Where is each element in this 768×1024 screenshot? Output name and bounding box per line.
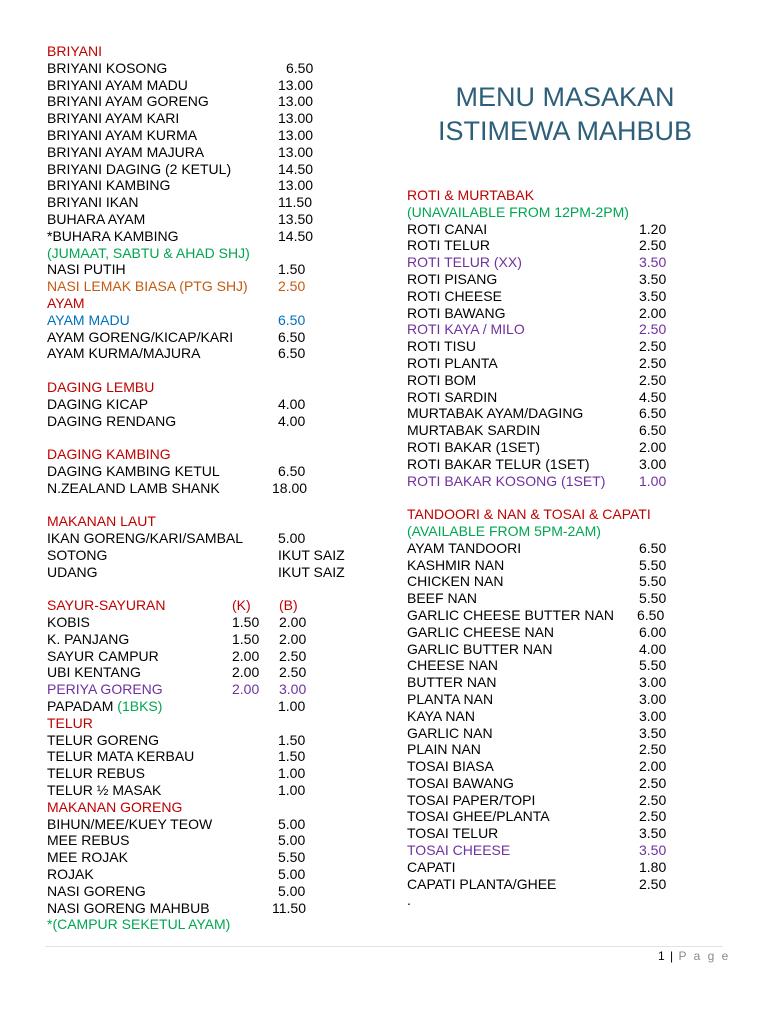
menu-item xyxy=(407,221,707,238)
menu-item xyxy=(47,765,377,782)
spacer xyxy=(47,429,377,446)
section-heading xyxy=(47,446,377,463)
item-price: 3.50 xyxy=(639,270,667,287)
price-small: (K) xyxy=(232,597,251,614)
price-small: 1.50 xyxy=(232,614,260,631)
item-name: ROTI BAKAR TELUR (1SET) xyxy=(407,455,590,472)
menu-item xyxy=(407,775,707,792)
item-name: NASI LEMAK BIASA (PTG SHJ) xyxy=(47,278,248,295)
item-name: BRIYANI AYAM MADU xyxy=(47,76,188,93)
section-heading-text: (AVAILABLE FROM 5PM-2AM) xyxy=(407,522,601,539)
menu-item xyxy=(407,758,707,775)
item-price: 6.50 xyxy=(278,311,306,328)
menu-item xyxy=(47,614,377,631)
menu-item xyxy=(47,110,377,127)
menu-item xyxy=(407,473,707,490)
item-price: 6.50 xyxy=(637,606,665,623)
item-name: ROTI PISANG xyxy=(407,270,498,287)
item-price: 5.00 xyxy=(278,882,306,899)
item-price: 5.00 xyxy=(278,815,306,832)
section-heading xyxy=(407,523,707,540)
spacer xyxy=(47,497,377,514)
item-price: 13.00 xyxy=(278,177,314,194)
item-price: 2.50 xyxy=(639,741,667,758)
item-price: 4.00 xyxy=(278,395,306,412)
menu-item xyxy=(47,77,377,94)
price-small: 2.00 xyxy=(232,647,260,664)
item-price: 3.50 xyxy=(639,254,667,271)
spacer xyxy=(47,581,377,598)
item-name: ROTI BAKAR (1SET) xyxy=(407,438,541,455)
item-price: 6.50 xyxy=(278,328,306,345)
item-name: DAGING KICAP xyxy=(47,395,149,412)
item-name: KASHMIR NAN xyxy=(407,556,505,573)
menu-item xyxy=(47,681,377,698)
menu-item xyxy=(407,641,707,658)
menu-item xyxy=(407,808,707,825)
item-price: 13.00 xyxy=(278,93,314,110)
menu-item xyxy=(407,422,707,439)
menu-item xyxy=(407,439,707,456)
item-name: TOSAI CHEESE xyxy=(407,842,511,859)
item-price: 3.00 xyxy=(639,674,667,691)
item-price: 2.50 xyxy=(639,875,667,892)
menu-item xyxy=(47,816,377,833)
menu-item xyxy=(407,254,707,271)
spacer xyxy=(407,489,707,506)
item-name: BIHUN/MEE/KUEY TEOW xyxy=(47,815,213,832)
item-name: DAGING RENDANG xyxy=(47,412,177,429)
menu-item xyxy=(47,261,377,278)
item-name: PLAIN NAN xyxy=(407,741,481,758)
menu-item xyxy=(407,892,707,909)
item-price: 2.00 xyxy=(639,758,667,775)
section-heading-text: MAKANAN LAUT xyxy=(47,513,156,530)
item-price: 2.50 xyxy=(639,354,667,371)
item-name: ROTI BAWANG xyxy=(407,304,506,321)
item-price: 3.50 xyxy=(639,724,667,741)
item-name: IKAN GORENG/KARI/SAMBAL xyxy=(47,530,244,547)
section-heading-text: AYAM xyxy=(47,294,85,311)
item-price: 1.50 xyxy=(278,731,306,748)
menu-item xyxy=(47,664,377,681)
item-name: ROTI BAKAR KOSONG (1SET) xyxy=(407,472,606,489)
section-heading xyxy=(47,43,377,60)
menu-item xyxy=(47,127,377,144)
item-price: 11.50 xyxy=(278,194,312,211)
item-name: TOSAI PAPER/TOPI xyxy=(407,791,536,808)
menu-item xyxy=(407,859,707,876)
menu-item xyxy=(407,288,707,305)
section-heading-text: DAGING LEMBU xyxy=(47,378,155,395)
left-menu-column xyxy=(47,43,377,933)
item-name: ROTI KAYA / MILO xyxy=(407,321,525,338)
menu-item xyxy=(407,456,707,473)
item-price: 5.50 xyxy=(639,573,667,590)
menu-item xyxy=(47,547,377,564)
menu-item xyxy=(47,345,377,362)
item-name: MEE ROJAK xyxy=(47,849,128,866)
item-name: CAPATI PLANTA/GHEE xyxy=(407,875,557,892)
item-price: 13.00 xyxy=(278,76,314,93)
spacer xyxy=(47,362,377,379)
menu-item xyxy=(47,564,377,581)
menu-item xyxy=(47,900,377,917)
item-price: 6.50 xyxy=(639,422,667,439)
item-price: 2.50 xyxy=(639,321,667,338)
item-name: KAYA NAN xyxy=(407,707,475,724)
item-name: GARLIC BUTTER NAN xyxy=(407,640,553,657)
section-heading xyxy=(47,379,377,396)
section-heading-text: (JUMAAT, SABTU & AHAD SHJ) xyxy=(47,244,250,261)
menu-item xyxy=(407,741,707,758)
item-price: 5.50 xyxy=(639,657,667,674)
menu-item xyxy=(407,590,707,607)
price-large: 3.00 xyxy=(279,681,307,698)
section-heading-text: (UNAVAILABLE FROM 12PM-2PM) xyxy=(407,203,629,220)
menu-item xyxy=(407,792,707,809)
menu-item xyxy=(47,144,377,161)
item-price: 6.50 xyxy=(278,462,306,479)
item-name: *BUHARA KAMBING xyxy=(47,227,179,244)
item-price: 1.00 xyxy=(278,782,306,799)
item-name: TOSAI BAWANG xyxy=(407,774,514,791)
menu-item xyxy=(47,597,377,614)
item-name: GARLIC CHEESE NAN xyxy=(407,623,555,640)
menu-title-line1: MENU MASAKAN xyxy=(455,82,675,112)
menu-item xyxy=(47,631,377,648)
item-name: ROTI TELUR (XX) xyxy=(407,254,522,271)
item-name: ROTI SARDIN xyxy=(407,388,498,405)
item-name: TOSAI TELUR xyxy=(407,825,499,842)
item-name: AYAM KURMA/MAJURA xyxy=(47,345,201,362)
item-price: 1.00 xyxy=(639,472,667,489)
item-price: 2.50 xyxy=(278,278,306,295)
item-price: 3.50 xyxy=(639,287,667,304)
item-name: N.ZEALAND LAMB SHANK xyxy=(47,479,220,496)
right-menu-column xyxy=(407,187,707,909)
menu-item xyxy=(407,271,707,288)
menu-item xyxy=(407,372,707,389)
item-price: 3.50 xyxy=(639,842,667,859)
menu-title-line2: ISTIMEWA MAHBUB xyxy=(437,116,693,146)
item-price: 2.50 xyxy=(639,338,667,355)
item-price: 1.00 xyxy=(278,698,306,715)
menu-item xyxy=(47,849,377,866)
item-price: 3.00 xyxy=(639,455,667,472)
item-name: . xyxy=(407,892,411,909)
item-name: TELUR GORENG xyxy=(47,731,160,748)
item-price: 18.00 xyxy=(272,479,308,496)
item-name: BRIYANI AYAM GORENG xyxy=(47,93,209,110)
menu-item xyxy=(407,725,707,742)
item-price: 4.50 xyxy=(639,388,667,405)
item-price: 5.00 xyxy=(278,866,306,883)
section-heading-text: ROTI & MURTABAK xyxy=(407,187,535,203)
item-name: GARLIC CHEESE BUTTER NAN xyxy=(407,606,614,623)
item-price: 13.00 xyxy=(278,126,314,143)
menu-item xyxy=(407,338,707,355)
item-price: 2.50 xyxy=(639,237,667,254)
menu-item xyxy=(407,237,707,254)
item-name: UBI KENTANG xyxy=(47,664,141,681)
page-footer xyxy=(658,949,730,963)
item-name: KOBIS xyxy=(47,614,90,631)
item-price: 13.00 xyxy=(278,143,314,160)
section-heading-text: DAGING KAMBING xyxy=(47,446,171,463)
item-name: CHEESE NAN xyxy=(407,657,499,674)
price-large: 2.50 xyxy=(279,647,307,664)
page-separator: | xyxy=(665,949,679,963)
menu-item xyxy=(47,312,377,329)
menu-item xyxy=(47,698,377,715)
item-price: 13.50 xyxy=(278,210,314,227)
item-name: PLANTA NAN xyxy=(407,690,494,707)
menu-item xyxy=(47,480,377,497)
menu-item xyxy=(47,329,377,346)
item-name: BUHARA AYAM xyxy=(47,210,146,227)
menu-item xyxy=(47,177,377,194)
section-heading xyxy=(407,204,707,221)
item-price: 5.00 xyxy=(278,530,306,547)
item-name: SOTONG xyxy=(47,546,108,563)
item-price: 4.00 xyxy=(639,640,667,657)
page-number: 1 xyxy=(658,949,666,963)
item-price: 3.00 xyxy=(639,707,667,724)
item-note: (1BKS) xyxy=(117,698,163,715)
section-heading-text: TELUR xyxy=(47,714,93,731)
price-small: 2.00 xyxy=(232,664,260,681)
item-price: IKUT SAIZ xyxy=(278,563,345,580)
page-label: P a g e xyxy=(678,949,731,963)
section-heading-text: *(CAMPUR SEKETUL AYAM) xyxy=(47,916,231,933)
item-name: BEEF NAN xyxy=(407,590,478,607)
item-name: SAYUR-SAYURAN xyxy=(47,597,166,614)
menu-item xyxy=(47,866,377,883)
item-price: 1.80 xyxy=(639,858,667,875)
price-large: 2.00 xyxy=(279,630,307,647)
item-name: ROTI BOM xyxy=(407,371,477,388)
item-name: MURTABAK AYAM/DAGING xyxy=(407,405,584,422)
item-price: 3.00 xyxy=(639,690,667,707)
item-name: BRIYANI KAMBING xyxy=(47,177,171,194)
item-price: 2.50 xyxy=(639,774,667,791)
menu-item xyxy=(47,396,377,413)
item-name: ROTI TISU xyxy=(407,338,476,355)
item-price: 6.00 xyxy=(639,623,667,640)
menu-item xyxy=(407,573,707,590)
menu-item xyxy=(47,782,377,799)
menu-item xyxy=(407,557,707,574)
item-name: MURTABAK SARDIN xyxy=(407,422,541,439)
item-name: MEE REBUS xyxy=(47,832,130,849)
menu-item xyxy=(47,732,377,749)
item-price: 3.50 xyxy=(639,825,667,842)
section-heading xyxy=(47,513,377,530)
item-name: NASI GORENG MAHBUB xyxy=(47,899,210,916)
item-name: TELUR MATA KERBAU xyxy=(47,748,195,765)
item-price: 6.50 xyxy=(639,539,667,556)
item-price: 13.00 xyxy=(278,110,314,127)
menu-item xyxy=(47,832,377,849)
price-small: 2.00 xyxy=(232,681,260,698)
item-name: AYAM GORENG/KICAP/KARI xyxy=(47,328,234,345)
section-heading-text: TANDOORI & NAN & TOSAI & CAPATI xyxy=(407,506,651,523)
section-heading xyxy=(47,295,377,312)
item-price: 2.00 xyxy=(639,304,667,321)
section-heading-text: BRIYANI xyxy=(47,43,102,59)
menu-item xyxy=(47,413,377,430)
item-name: NASI PUTIH xyxy=(47,261,126,278)
section-heading xyxy=(47,916,377,933)
item-name: TELUR REBUS xyxy=(47,765,146,782)
item-price: IKUT SAIZ xyxy=(278,546,345,563)
menu-item xyxy=(407,405,707,422)
menu-item xyxy=(407,624,707,641)
footer-divider xyxy=(45,946,723,947)
item-price: 5.50 xyxy=(639,556,667,573)
item-name: ROTI CANAI xyxy=(407,220,488,237)
item-price: 14.50 xyxy=(278,160,314,177)
item-name: BRIYANI AYAM MAJURA xyxy=(47,143,205,160)
section-heading-text: MAKANAN GORENG xyxy=(47,798,183,815)
item-name: BRIYANI AYAM KARI xyxy=(47,110,180,127)
menu-item xyxy=(47,278,377,295)
item-price: 11.50 xyxy=(272,899,306,916)
item-price: 2.50 xyxy=(639,371,667,388)
item-price: 5.50 xyxy=(639,590,667,607)
menu-item xyxy=(407,825,707,842)
item-price: 14.50 xyxy=(278,227,314,244)
item-name: ROTI PLANTA xyxy=(407,354,498,371)
item-name: SAYUR CAMPUR xyxy=(47,647,159,664)
item-name: BRIYANI DAGING (2 KETUL) xyxy=(47,160,232,177)
menu-title xyxy=(410,80,720,148)
menu-item xyxy=(47,194,377,211)
item-name: ROTI TELUR xyxy=(407,237,490,254)
item-price: 2.50 xyxy=(639,808,667,825)
section-heading xyxy=(47,799,377,816)
item-name: ROTI CHEESE xyxy=(407,287,502,304)
menu-item xyxy=(47,883,377,900)
item-name: NASI GORENG xyxy=(47,882,146,899)
item-name: TELUR ½ MASAK xyxy=(47,782,162,799)
item-name: BRIYANI IKAN xyxy=(47,194,139,211)
item-name: CAPATI xyxy=(407,858,456,875)
item-name: BUTTER NAN xyxy=(407,674,497,691)
item-price: 1.00 xyxy=(278,765,306,782)
menu-item xyxy=(407,842,707,859)
menu-item xyxy=(407,305,707,322)
item-name: AYAM TANDOORI xyxy=(407,539,522,556)
price-large: 2.00 xyxy=(279,614,307,631)
item-price: 1.20 xyxy=(639,220,667,237)
item-name: ROJAK xyxy=(47,866,94,883)
item-price: 2.00 xyxy=(639,438,667,455)
menu-item xyxy=(407,708,707,725)
menu-item xyxy=(407,540,707,557)
menu-item xyxy=(407,876,707,893)
item-name: TOSAI GHEE/PLANTA xyxy=(407,808,550,825)
menu-item xyxy=(407,389,707,406)
item-name: TOSAI BIASA xyxy=(407,758,494,775)
item-name: K. PANJANG xyxy=(47,630,130,647)
item-price: 2.50 xyxy=(639,791,667,808)
item-price: 5.00 xyxy=(278,832,306,849)
section-heading xyxy=(47,715,377,732)
item-name: PAPADAM (1BKS) xyxy=(47,698,163,715)
menu-item xyxy=(407,355,707,372)
item-name: BRIYANI AYAM KURMA xyxy=(47,126,198,143)
menu-item xyxy=(407,657,707,674)
item-name: DAGING KAMBING KETUL xyxy=(47,462,220,479)
menu-item xyxy=(407,321,707,338)
item-price: 1.50 xyxy=(278,261,306,278)
price-small: 1.50 xyxy=(232,630,260,647)
item-price: 6.50 xyxy=(286,59,314,76)
item-price: 1.50 xyxy=(278,748,306,765)
item-name: GARLIC NAN xyxy=(407,724,493,741)
menu-item xyxy=(407,674,707,691)
item-name: UDANG xyxy=(47,563,98,580)
item-name: AYAM MADU xyxy=(47,311,130,328)
menu-item xyxy=(47,648,377,665)
item-name: CHICKEN NAN xyxy=(407,573,504,590)
item-price: 6.50 xyxy=(639,405,667,422)
menu-item xyxy=(47,93,377,110)
menu-item xyxy=(47,228,377,245)
menu-item xyxy=(47,211,377,228)
menu-item xyxy=(47,161,377,178)
price-large: (B) xyxy=(279,597,298,614)
menu-item xyxy=(47,530,377,547)
section-heading xyxy=(47,245,377,262)
item-price: 6.50 xyxy=(278,345,306,362)
item-price: 4.00 xyxy=(278,412,306,429)
menu-item xyxy=(407,607,707,624)
price-large: 2.50 xyxy=(279,664,307,681)
menu-item xyxy=(407,691,707,708)
section-heading xyxy=(407,187,707,204)
item-name: PERIYA GORENG xyxy=(47,681,163,698)
item-price: 5.50 xyxy=(278,849,306,866)
menu-item xyxy=(47,60,377,77)
section-heading xyxy=(407,506,707,523)
menu-item xyxy=(47,748,377,765)
item-name: BRIYANI KOSONG xyxy=(47,59,168,76)
menu-item xyxy=(47,463,377,480)
